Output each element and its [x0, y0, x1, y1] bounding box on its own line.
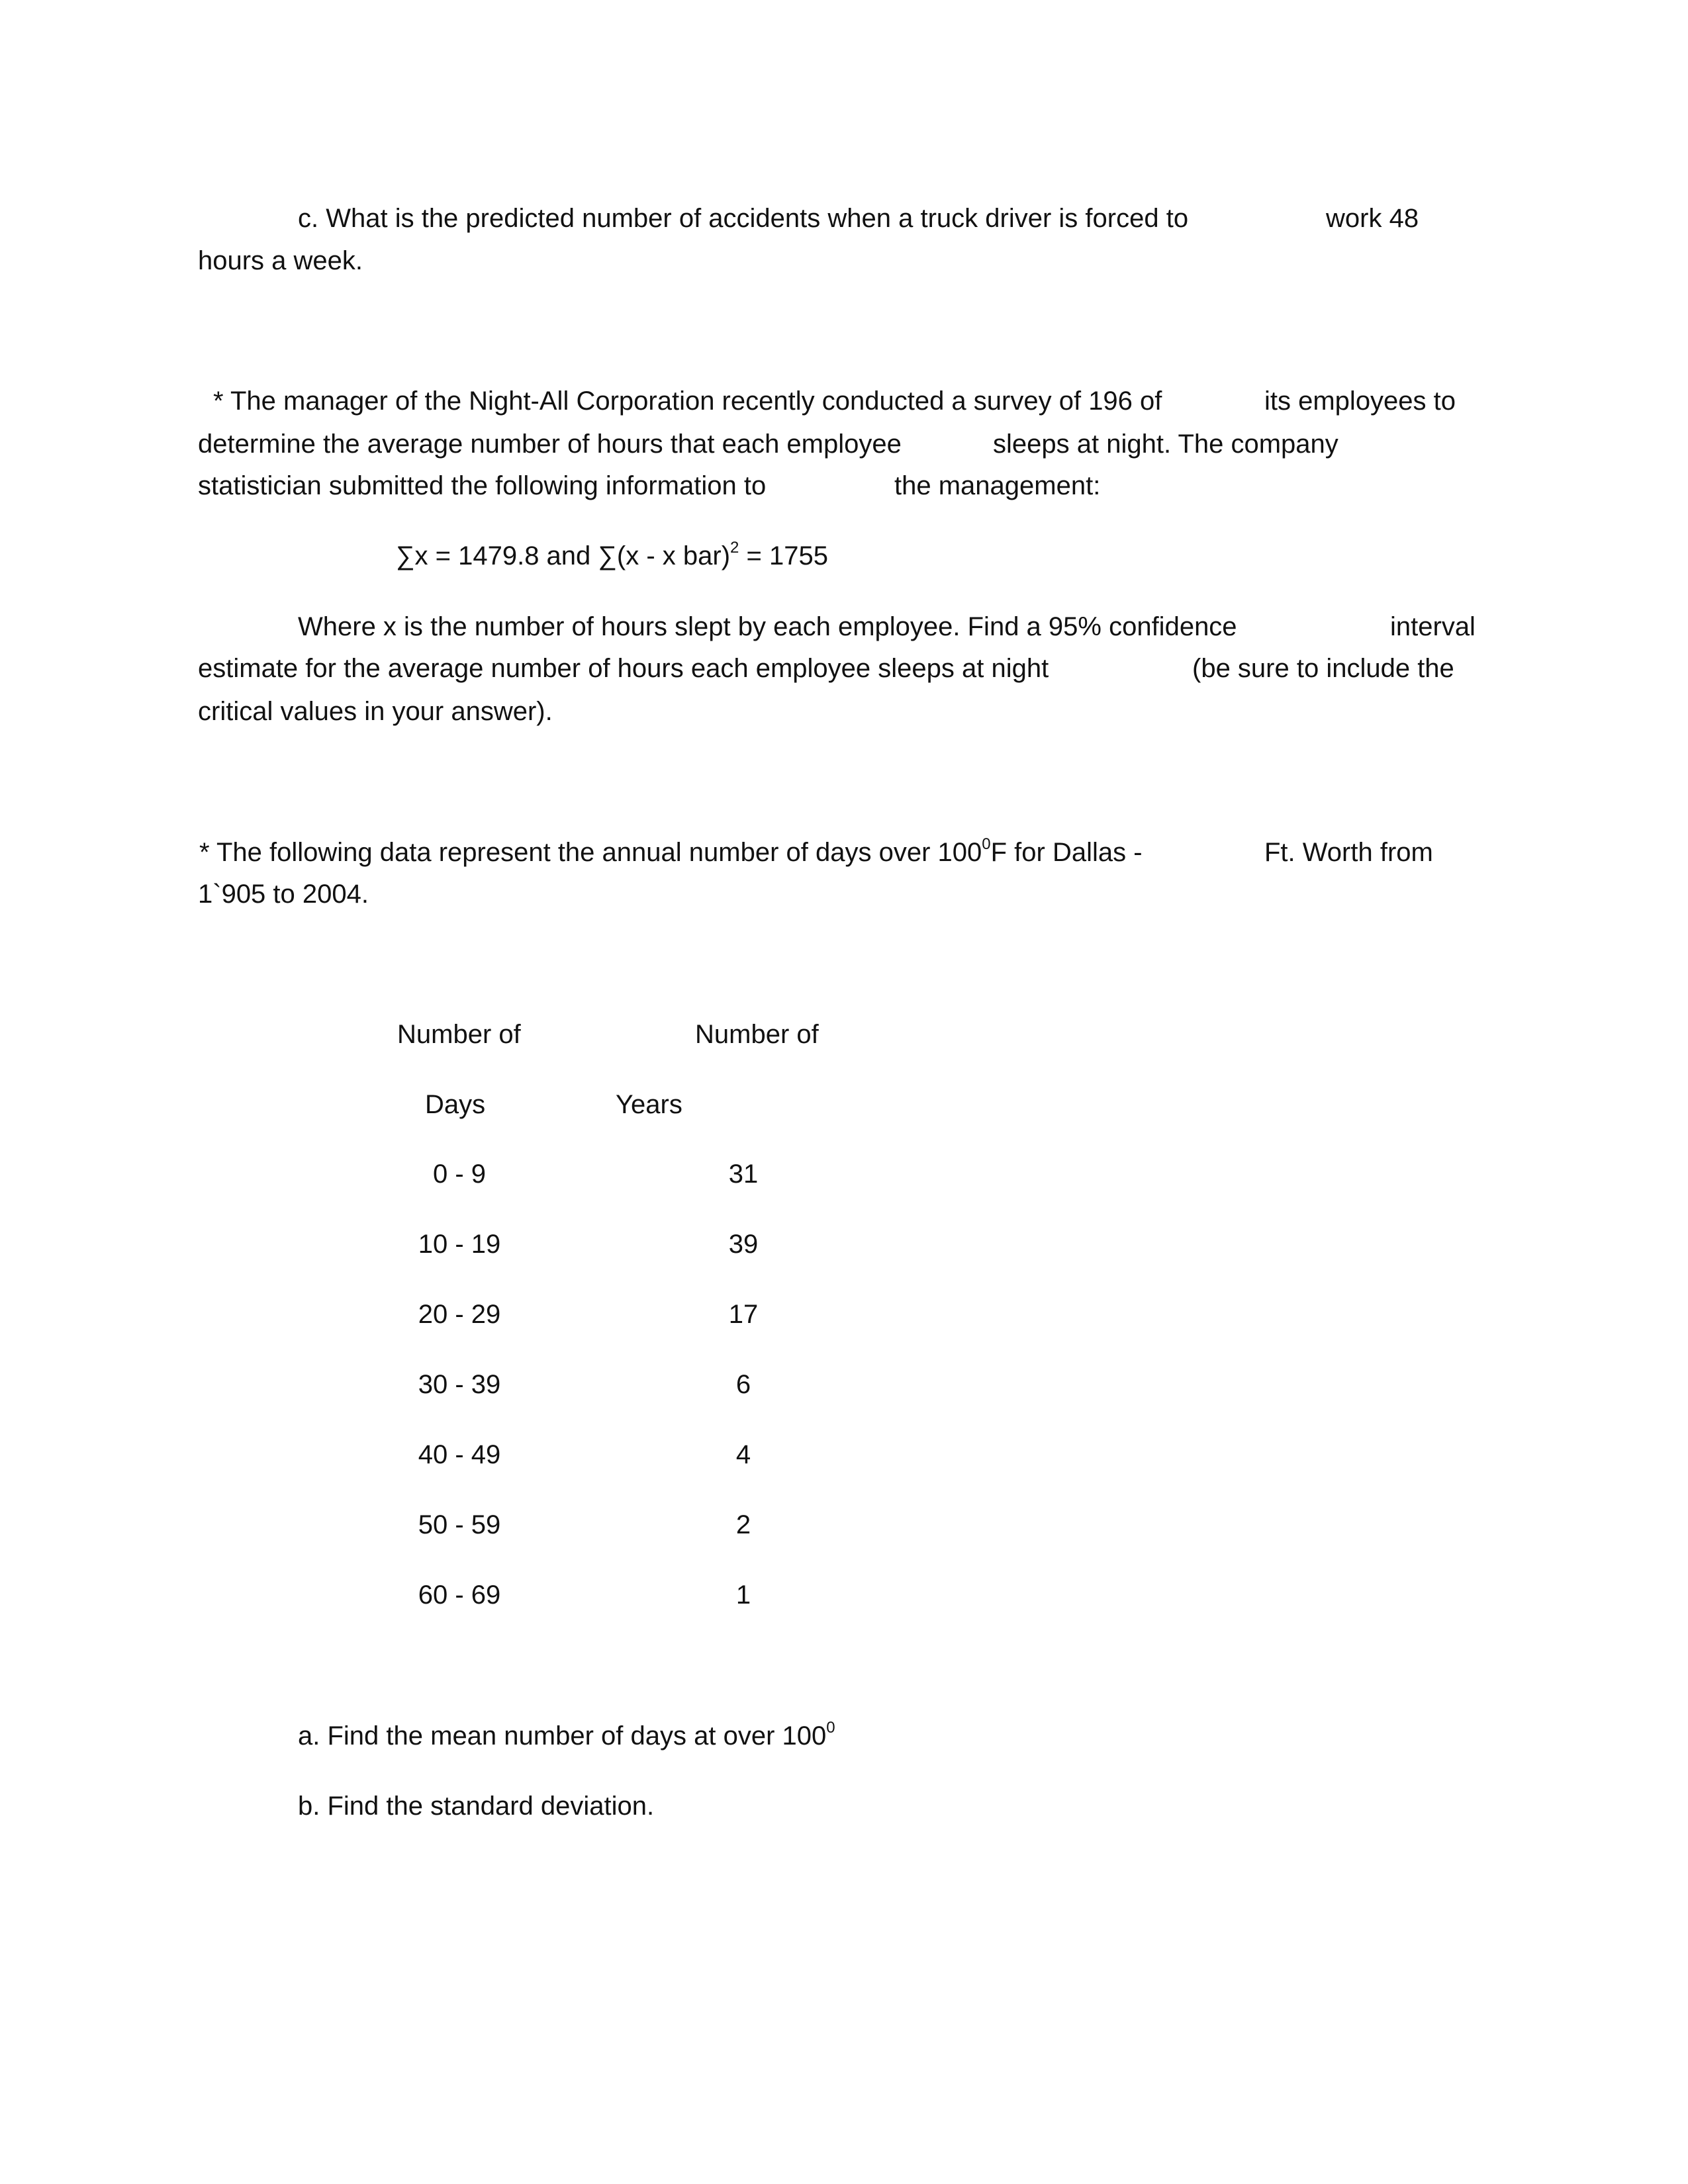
formula-part: ∑x = 1479.8 and ∑(x - x bar)	[396, 541, 731, 570]
heat-question-line1	[199, 836, 1143, 869]
heat-text-cont: F for Dallas -	[990, 838, 1143, 867]
years-count-cell: 4	[735, 1440, 751, 1469]
sleep-question-line3: statistician submitted the following information to	[198, 471, 767, 500]
sleep-question-line4-cont: interval	[1390, 612, 1476, 641]
days-range-cell: 30 - 39	[418, 1370, 501, 1399]
degree-mark: 0	[982, 835, 991, 853]
header-number-of-years: Number of	[695, 1020, 819, 1049]
days-range-cell: 60 - 69	[418, 1580, 501, 1610]
sleep-question-line2-cont: sleeps at night. The company	[993, 430, 1338, 459]
heat-text: * The following data represent the annual number of days over 100	[199, 838, 982, 867]
years-count-cell: 17	[728, 1300, 759, 1329]
sleep-question-line1-cont: its employees to	[1264, 387, 1456, 416]
part-b: b. Find the standard deviation.	[298, 1792, 655, 1821]
days-range-cell: 20 - 29	[418, 1300, 501, 1329]
years-count-cell: 1	[735, 1580, 751, 1610]
sum-formula	[396, 539, 828, 572]
header-days: Days	[425, 1090, 486, 1119]
sleep-question-line1: * The manager of the Night-All Corporation recently conducted a survey of 196 of	[213, 387, 1162, 416]
days-range-cell: 50 - 59	[418, 1510, 501, 1539]
days-range-cell: 10 - 19	[418, 1230, 501, 1259]
sleep-question-line5: estimate for the average number of hours each employee sleeps at night	[198, 654, 1049, 683]
heat-question-line1-cont: Ft. Worth from	[1264, 838, 1433, 867]
sleep-question-line6: critical values in your answer).	[198, 697, 553, 726]
part-a	[298, 1719, 835, 1752]
days-range-cell: 0 - 9	[432, 1160, 487, 1189]
years-count-cell: 39	[728, 1230, 759, 1259]
formula-exponent: 2	[730, 538, 739, 557]
question-c-line2: hours a week.	[198, 246, 363, 275]
question-c-text-cont: work 48	[1326, 204, 1419, 233]
part-a-text: a. Find the mean number of days at over 100	[298, 1721, 827, 1751]
years-count-cell: 2	[735, 1510, 751, 1539]
question-c-text: c. What is the predicted number of accidents when a truck driver is forced to	[298, 204, 1189, 233]
sleep-question-line4: Where x is the number of hours slept by each employee. Find a 95% confidence	[298, 612, 1237, 641]
formula-result: = 1755	[739, 541, 828, 570]
sleep-question-line5-cont: (be sure to include the	[1192, 654, 1454, 683]
days-range-cell: 40 - 49	[418, 1440, 501, 1469]
header-number-of-days: Number of	[397, 1020, 521, 1049]
years-count-cell: 31	[728, 1160, 759, 1189]
header-years: Years	[616, 1090, 682, 1119]
sleep-question-line2: determine the average number of hours that each employee	[198, 430, 902, 459]
years-count-cell: 6	[735, 1370, 751, 1399]
sleep-question-line3-cont: the management:	[894, 471, 1101, 500]
degree-mark: 0	[826, 1718, 835, 1737]
heat-question-line2: 1`905 to 2004.	[198, 880, 369, 909]
